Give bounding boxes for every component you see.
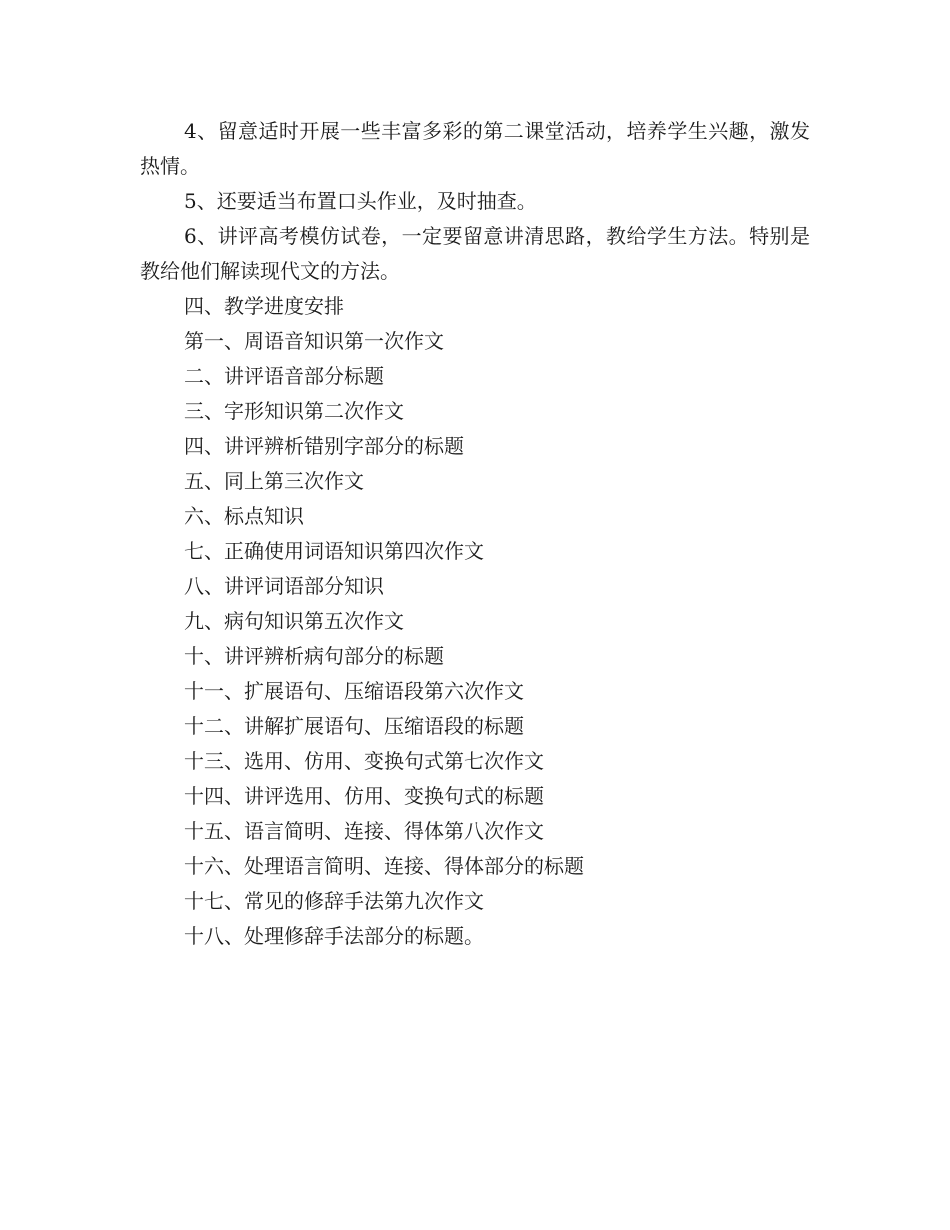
schedule-item: 三、字形知识第二次作文	[184, 399, 404, 423]
schedule-item: 二、讲评语音部分标题	[184, 364, 384, 388]
schedule-item: 十三、选用、仿用、变换句式第七次作文	[184, 749, 544, 773]
document-body	[140, 114, 810, 954]
schedule-item: 第一、周语音知识第一次作文	[184, 329, 444, 353]
schedule-item: 七、正确使用词语知识第四次作文	[184, 539, 484, 563]
schedule-item: 八、讲评词语部分知识	[184, 574, 384, 598]
paragraph-item-4: 4、留意适时开展一些丰富多彩的第二课堂活动，培养学生兴趣，激发热情。	[140, 119, 810, 178]
schedule-item: 十八、处理修辞手法部分的标题。	[184, 924, 484, 948]
schedule-list	[140, 324, 810, 954]
schedule-item: 十七、常见的修辞手法第九次作文	[184, 889, 484, 913]
schedule-item: 六、标点知识	[184, 504, 304, 528]
section-heading: 四、教学进度安排	[184, 294, 344, 318]
schedule-item: 四、讲评辨析错别字部分的标题	[184, 434, 464, 458]
schedule-item: 十一、扩展语句、压缩语段第六次作文	[184, 679, 524, 703]
schedule-item: 十四、讲评选用、仿用、变换句式的标题	[184, 784, 544, 808]
schedule-item: 十六、处理语言简明、连接、得体部分的标题	[184, 854, 584, 878]
schedule-item: 九、病句知识第五次作文	[184, 609, 404, 633]
schedule-item: 十五、语言简明、连接、得体第八次作文	[184, 819, 544, 843]
schedule-item: 十、讲评辨析病句部分的标题	[184, 644, 444, 668]
paragraph-item-6: 6、讲评高考模仿试卷，一定要留意讲清思路，教给学生方法。特别是教给他们解读现代文的方法。	[140, 224, 810, 283]
paragraph-item-5: 5、还要适当布置口头作业，及时抽查。	[184, 189, 537, 213]
schedule-item: 五、同上第三次作文	[184, 469, 364, 493]
schedule-item: 十二、讲解扩展语句、压缩语段的标题	[184, 714, 524, 738]
